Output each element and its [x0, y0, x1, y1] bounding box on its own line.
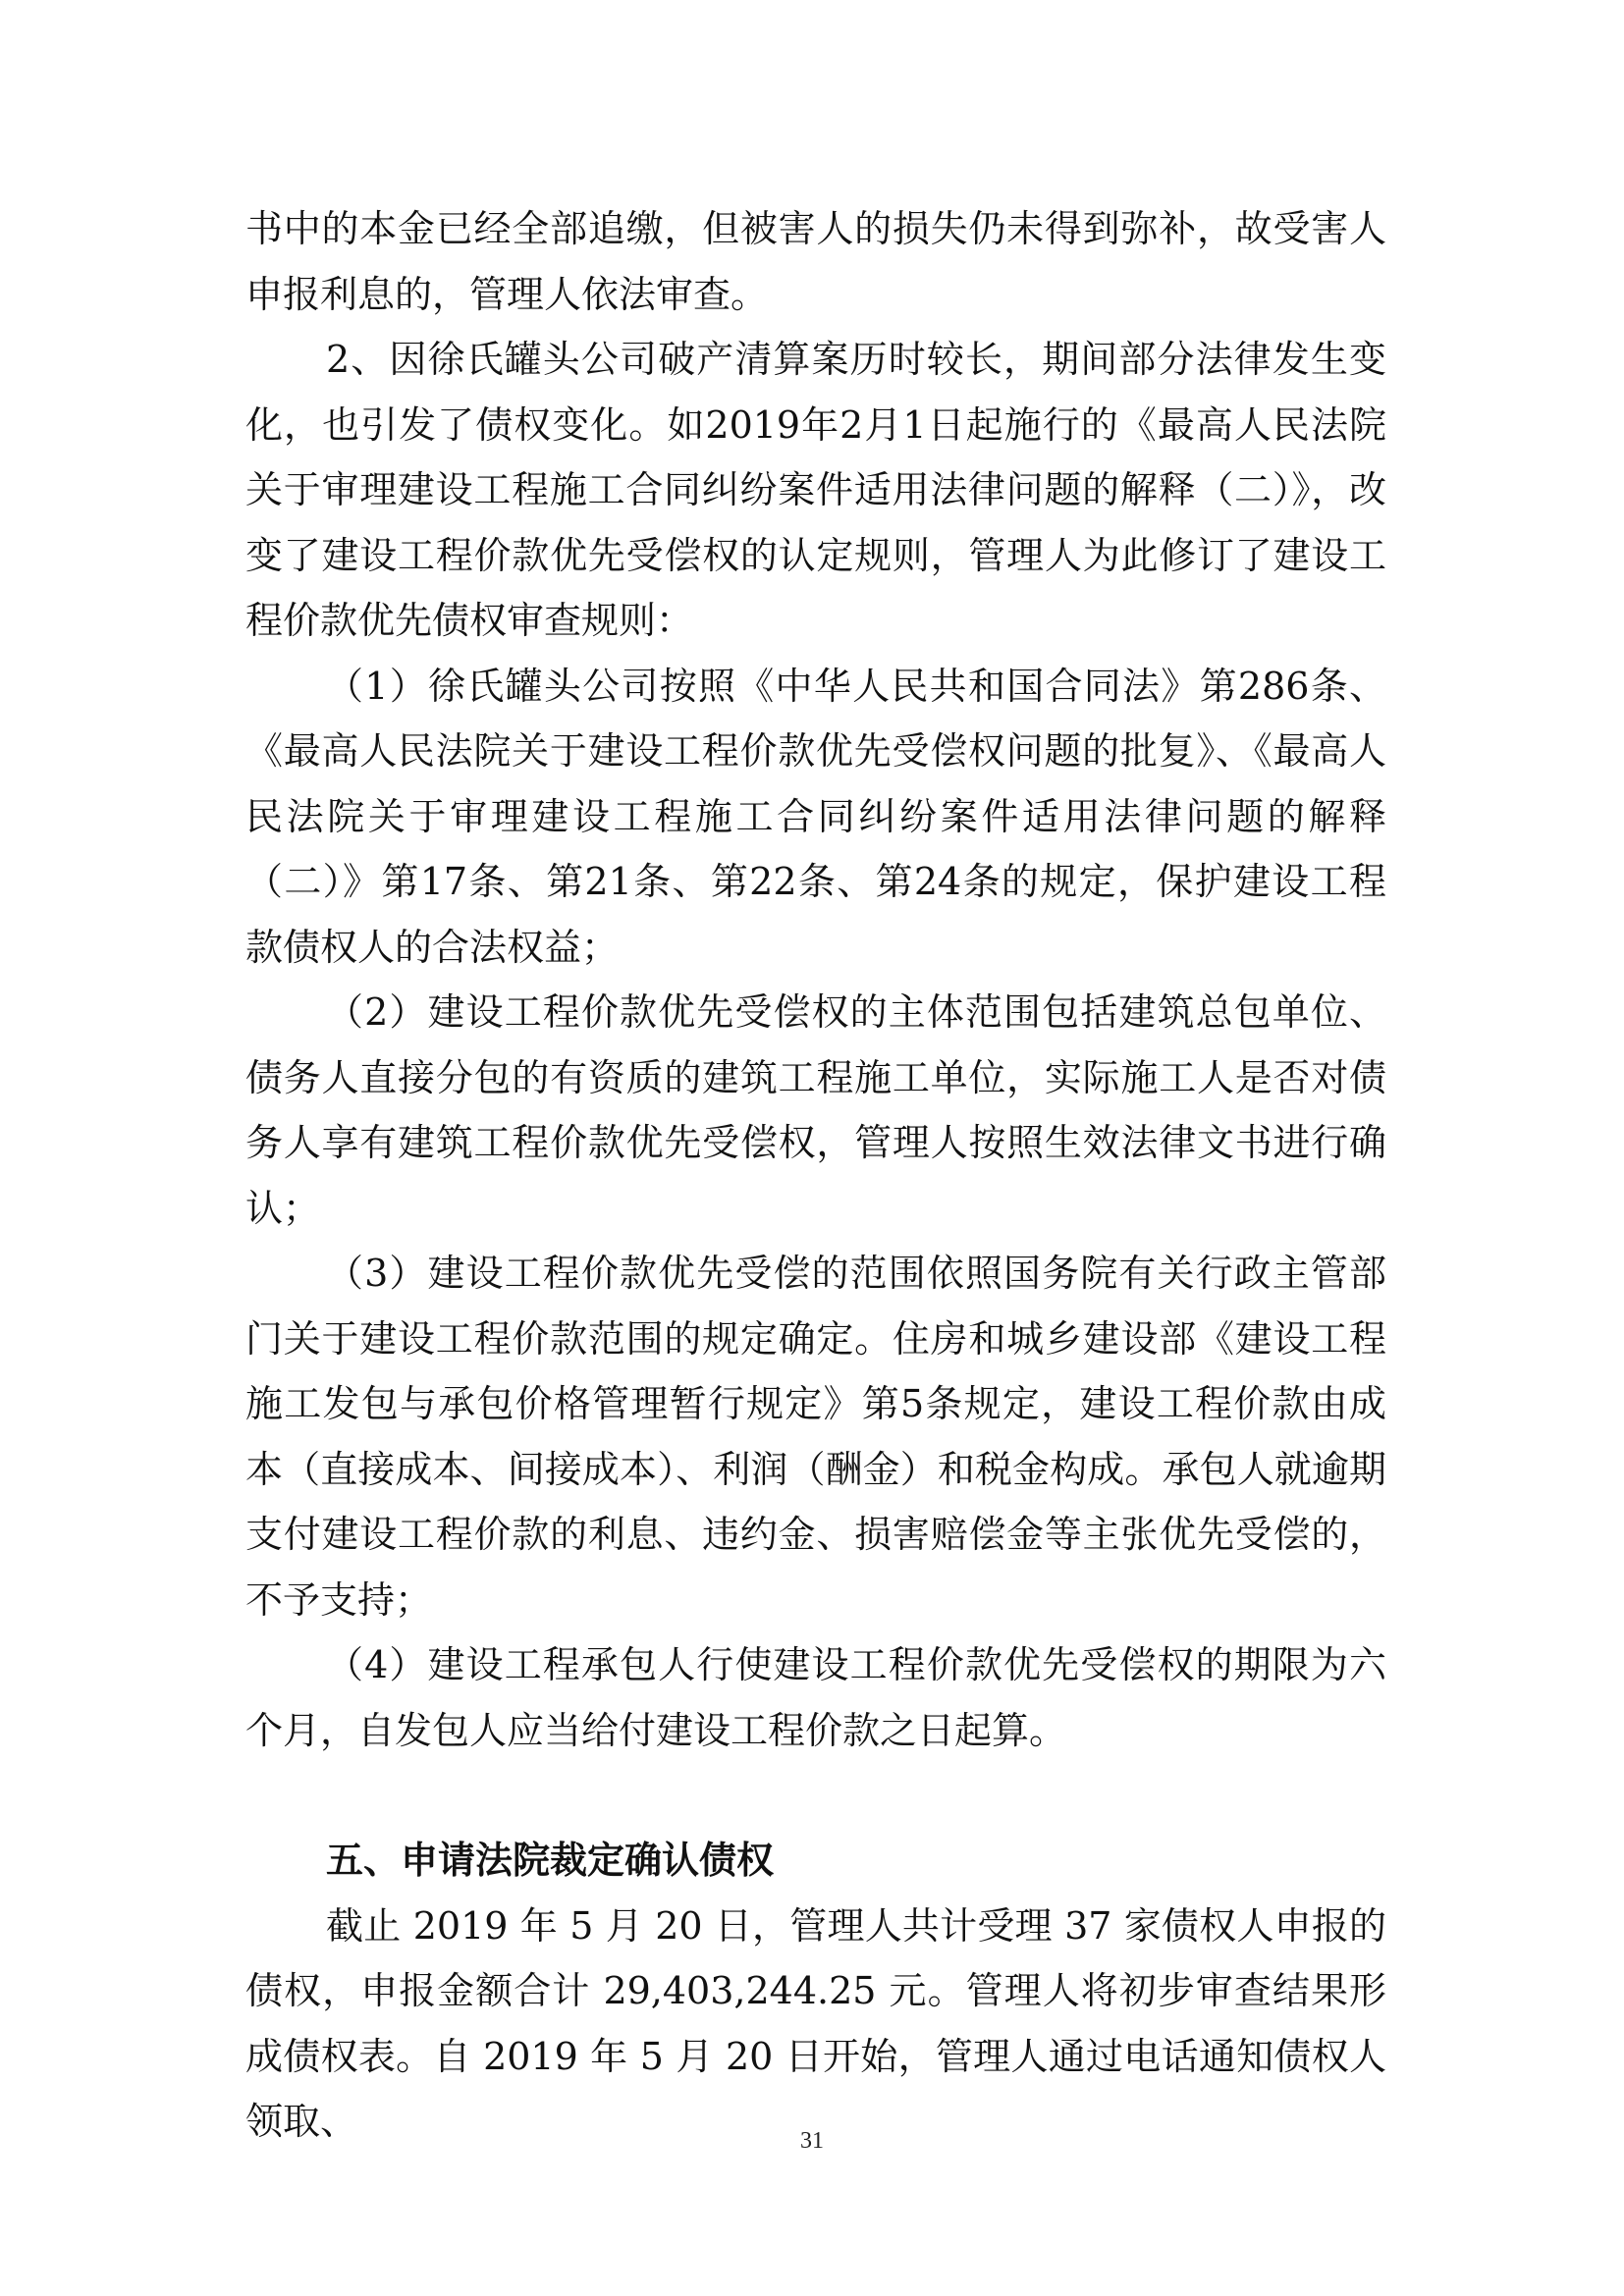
- paragraph-rule-4: （4）建设工程承包人行使建设工程价款优先受偿权的期限为六个月，自发包人应当给付建设工程价款之日起算。: [245, 1643, 1386, 1752]
- paragraph-continuation: 书中的本金已经全部追缴，但被害人的损失仍未得到弥补，故受害人申报利息的，管理人依法审查。: [245, 207, 1386, 316]
- paragraph-rule-3: （3）建设工程价款优先受偿的范围依照国务院有关行政主管部门关于建设工程价款范围的规定确定。住房和城乡建设部《建设工程施工发包与承包价格管理暂行规定》第5条规定，建设工程价款由成本（直接成本、间接成本）、利润（酬金）和税金构成。承包人就逾期支付建设工程价款的利息、违约金、损害赔偿金等主张优先受偿的，不予支持；: [245, 1252, 1386, 1622]
- paragraph-rule-2: （2）建设工程价款优先受偿权的主体范围包括建筑总包单位、债务人直接分包的有资质的建筑工程施工单位，实际施工人是否对债务人享有建筑工程价款优先受偿权，管理人按照生效法律文书进行确认；: [245, 990, 1386, 1230]
- document-body: [245, 196, 1386, 2155]
- paragraph-rule-1: （1）徐氏罐头公司按照《中华人民共和国合同法》第286条、《最高人民法院关于建设工程价款优先受偿权问题的批复》、《最高人民法院关于审理建设工程施工合同纠纷案件适用法律问题的解释（二）》第17条、第21条、第22条、第24条的规定，保护建设工程款债权人的合法权益；: [245, 664, 1386, 969]
- page-number: 31: [800, 2128, 824, 2154]
- paragraph-claims-summary: 截止 2019 年 5 月 20 日，管理人共计受理 37 家债权人申报的债权，申报金额合计 29,403,244.25 元。管理人将初步审查结果形成债权表。自 2019 年 5 月 20 日开始，管理人通过电话通知债权人领取、: [245, 1903, 1386, 2143]
- paragraph-law-change: 2、因徐氏罐头公司破产清算案历时较长，期间部分法律发生变化，也引发了债权变化。如2019年2月1日起施行的《最高人民法院关于审理建设工程施工合同纠纷案件适用法律问题的解释（二）》，改变了建设工程价款优先受偿权的认定规则，管理人为此修订了建设工程价款优先债权审查规则：: [245, 338, 1386, 642]
- section-heading: 五、申请法院裁定确认债权: [326, 1839, 775, 1882]
